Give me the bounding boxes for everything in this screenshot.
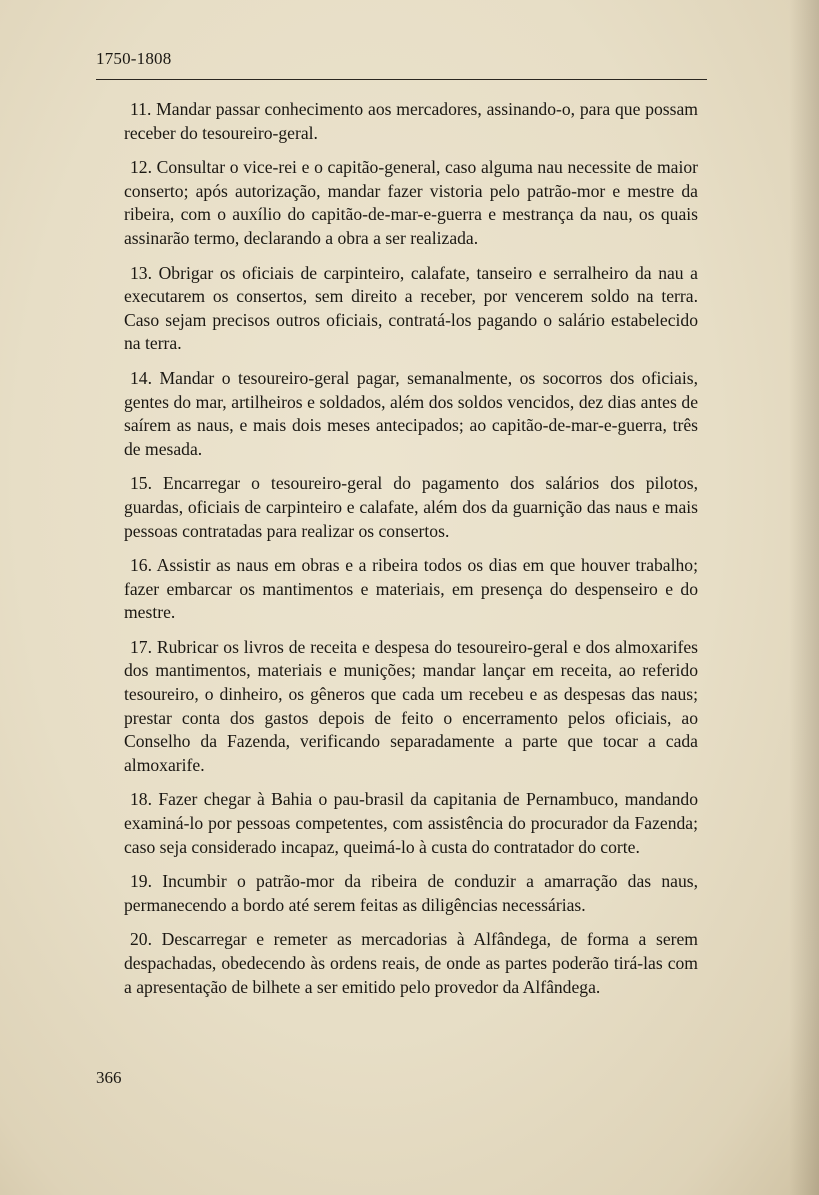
list-item: 11. Mandar passar conhecimento aos mercadores, assinando-o, para que possam receber do tesoureiro-geral. — [124, 99, 698, 143]
header-rule — [96, 79, 707, 80]
list-item: 19. Incumbir o patrão-mor da ribeira de conduzir a amarração das naus, permanecendo a bordo até serem feitas as diligências necessárias. — [124, 871, 698, 915]
list-item: 16. Assistir as naus em obras e a ribeira todos os dias em que houver trabalho; fazer embarcar os mantimentos e materiais, em presença do despenseiro e do mestre. — [124, 555, 698, 623]
page-number: 366 — [96, 1068, 122, 1087]
list-item: 17. Rubricar os livros de receita e despesa do tesoureiro-geral e dos almoxarifes dos mantimentos, materiais e munições; mandar lançar em receita, ao referido tesoureiro, o dinheiro, os gêneros que cada um recebeu e as despesas das naus; prestar conta dos gastos depois de feito o encerramento pelos oficiais, ao Conselho da Fazenda, verificando separadamente a parte que tocar a cada almoxarife. — [124, 636, 698, 775]
list-item: 14. Mandar o tesoureiro-geral pagar, semanalmente, os socorros dos oficiais, gentes do mar, artilheiros e soldados, além dos soldos vencidos, dez dias antes de saírem as naus, e mais dois meses antecipados; ao capitão-de-mar-e-guerra, três de mesada. — [124, 367, 698, 459]
running-head: 1750-1808 — [96, 49, 172, 68]
list-item: 13. Obrigar os oficiais de carpinteiro, calafate, tanseiro e serralheiro da nau a executarem os consertos, sem direito a receber, por vencerem soldo na terra. Caso sejam precisos outros oficiais, contratá-los pagando o salário estabelecido na terra. — [124, 262, 698, 354]
list-item: 18. Fazer chegar à Bahia o pau-brasil da capitania de Pernambuco, mandando examiná-lo por pessoas competentes, com assistência do procurador da Fazenda; caso seja considerado incapaz, queimá-lo à custa do contratador do corte. — [124, 789, 698, 857]
body-text — [124, 98, 698, 1010]
list-item: 20. Descarregar e remeter as mercadorias à Alfândega, de forma a serem despachadas, obedecendo às ordens reais, de onde as partes poderão tirá-las com a apresentação de bilhete a ser emitido pelo provedor da Alfândega. — [124, 929, 698, 997]
list-item: 15. Encarregar o tesoureiro-geral do pagamento dos salários dos pilotos, guardas, oficiais de carpinteiro e calafate, além dos da guarnição das naus e mais pessoas contratadas para realizar os consertos. — [124, 473, 698, 541]
list-item: 12. Consultar o vice-rei e o capitão-general, caso alguma nau necessite de maior conserto; após autorização, mandar fazer vistoria pelo patrão-mor e mestre da ribeira, com o auxílio do capitão-de-mar-e-guerra e mestrança da nau, os quais assinarão termo, declarando a obra a ser realizada. — [124, 157, 698, 248]
